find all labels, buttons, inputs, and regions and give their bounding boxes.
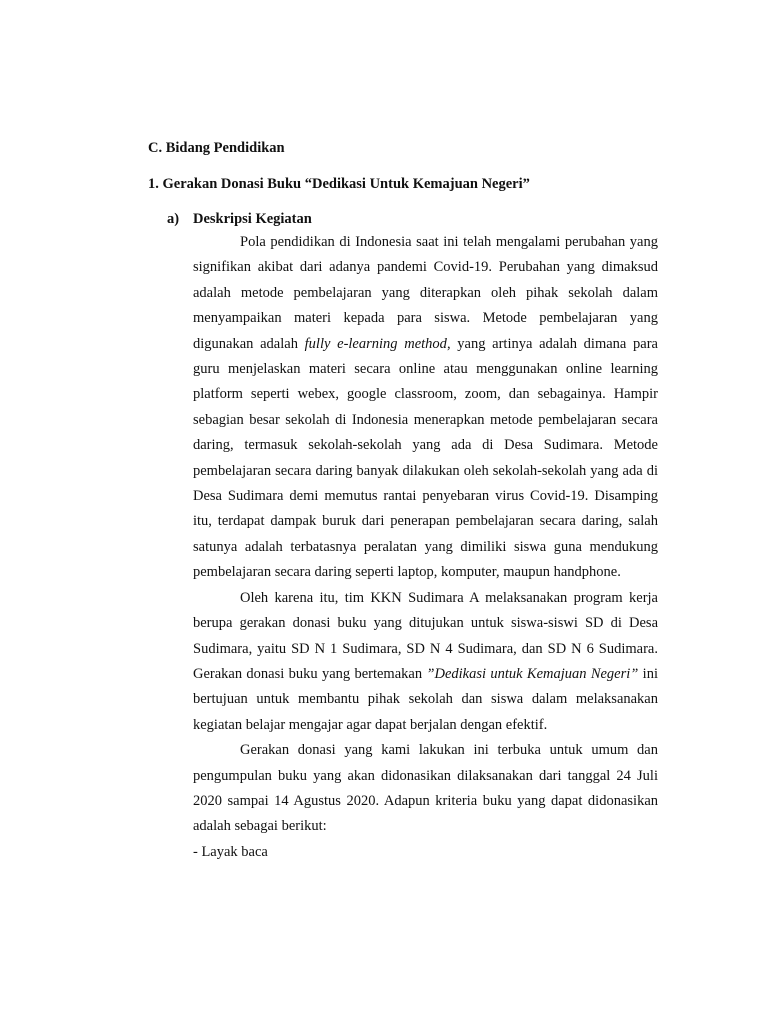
sub-heading xyxy=(167,209,312,229)
sub-heading-marker: a) xyxy=(167,211,180,227)
paragraph-2-italic-theme: ”Dedikasi untuk Kemajuan Negeri” xyxy=(426,665,639,682)
item-heading: 1. Gerakan Donasi Buku “Dedikasi Untuk Kemajuan Negeri” xyxy=(148,176,530,192)
paragraph-1-text-end: , yang artinya adalah dimana para guru menjelaskan materi secara online atau menggunakan online learning platform seperti webex, google classroom, zoom, dan sebagainya. Hampir sebagian besar sekolah di Indonesia menerapkan metode pembelajaran secara daring, termasuk sekolah-sekolah yang ada di Desa Sudimara. Metode pembelajaran secara daring banyak dilakukan oleh sekolah-sekolah yang ada di Desa Sudimara demi memutus rantai penyebaran virus Covid-19. Disamping itu, terdapat dampak buruk dari penerapan pembelajaran secara daring, salah satunya adalah terbatasnya peralatan yang dimiliki siswa guna mendukung pembelajaran secara daring seperti laptop, komputer, maupun handphone. xyxy=(193,335,658,581)
criteria-list-item: - Layak baca xyxy=(193,843,268,860)
section-heading: C. Bidang Pendidikan xyxy=(148,140,285,156)
paragraph-1-italic-term: fully e-learning method xyxy=(304,335,447,352)
paragraph-2 xyxy=(193,586,658,738)
paragraph-2-text-end: ini bertujuan untuk membantu pihak sekolah dan siswa dalam melaksanakan kegiatan belajar mengajar agar dapat berjalan dengan efektif. xyxy=(193,665,658,733)
paragraph-1-text-start: Pola pendidikan di Indonesia saat ini telah mengalami perubahan yang signifikan akibat dari adanya pandemi Covid-19. Perubahan yang dimaksud adalah metode pembelajaran yang diterapkan oleh pihak sekolah dalam menyampaikan materi kepada para siswa. Metode pembelajaran yang digunakan adalah xyxy=(193,234,658,352)
sub-heading-label: Deskripsi Kegiatan xyxy=(193,211,312,227)
paragraph-2-text-start: Oleh karena itu, tim KKN Sudimara A melaksanakan program kerja berupa gerakan donasi buku yang ditujukan untuk siswa-siswi SD di Desa Sudimara, yaitu SD N 1 Sudimara, SD N 4 Sudimara, dan SD N 6 Sudimara. Gerakan donasi buku yang bertemakan xyxy=(193,589,658,682)
body-text xyxy=(193,230,658,865)
paragraph-1 xyxy=(193,230,658,586)
paragraph-3: Gerakan donasi yang kami lakukan ini terbuka untuk umum dan pengumpulan buku yang akan didonasikan dilaksanakan dari tanggal 24 Juli 2020 sampai 14 Agustus 2020. Adapun kriteria buku yang dapat didonasikan adalah sebagai berikut: xyxy=(193,742,658,835)
